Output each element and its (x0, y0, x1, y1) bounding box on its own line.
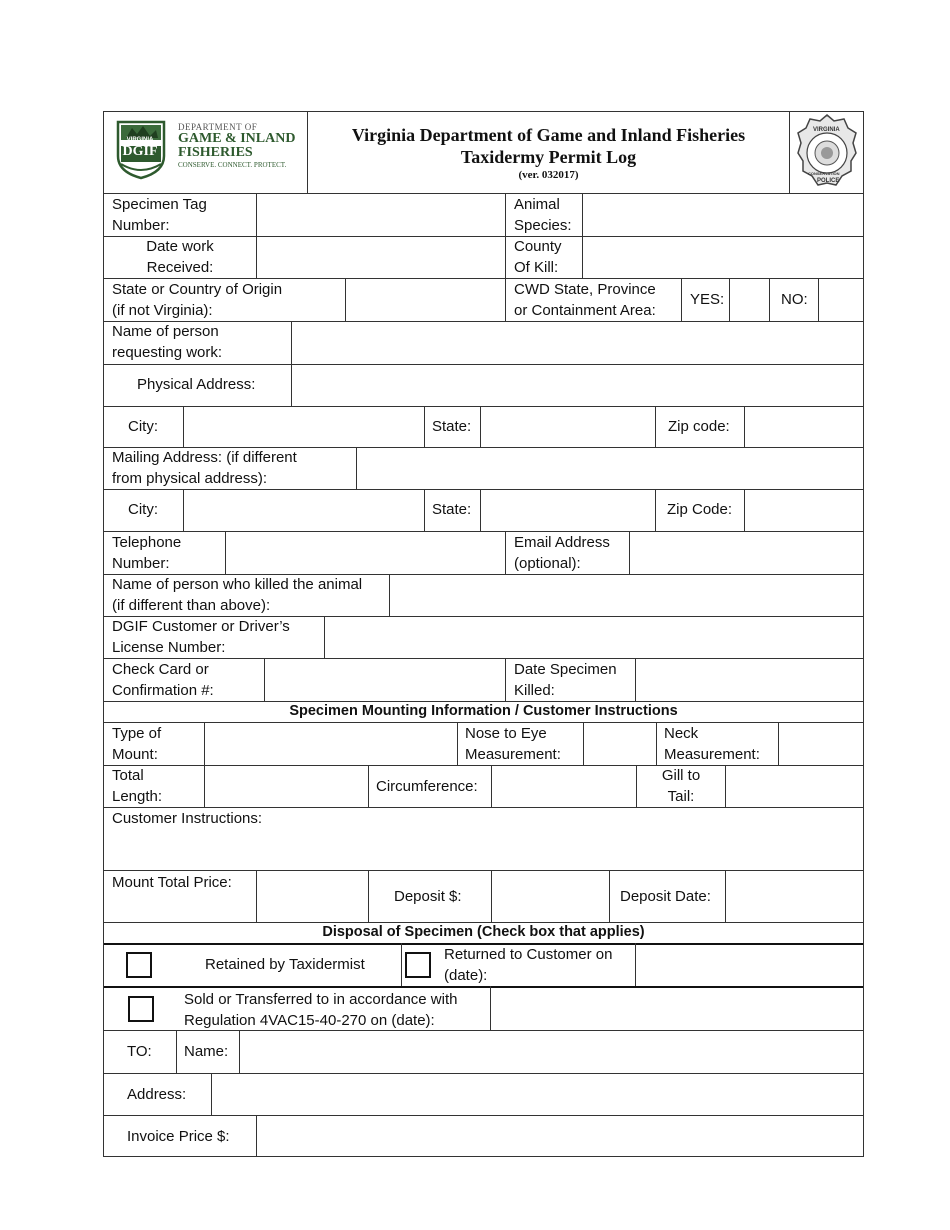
date-work-label-1: Date work (146, 238, 214, 255)
mailing-address-input[interactable] (357, 448, 863, 489)
zip-input-2[interactable] (745, 490, 863, 531)
type-of-mount-label-2: Mount: (112, 746, 158, 763)
state-input-1[interactable] (481, 407, 655, 447)
email-label-1: Email Address (514, 534, 610, 551)
sold-date-input[interactable] (491, 988, 863, 1030)
city-input-1[interactable] (184, 407, 424, 447)
county-input[interactable] (583, 237, 863, 278)
mailing-address-label-2: from physical address): (112, 470, 268, 487)
telephone-input[interactable] (226, 532, 505, 574)
conservation-police-badge (796, 113, 858, 192)
invoice-price-label: Invoice Price $: (127, 1128, 230, 1145)
sold-checkbox[interactable] (128, 996, 154, 1022)
state-label-1: State: (432, 418, 472, 435)
gill-to-tail-label-1: Gill to (661, 767, 701, 784)
telephone-label-2: Number: (112, 555, 170, 572)
logo-line-2: GAME & INLAND (178, 131, 296, 146)
city-label-1: City: (128, 418, 158, 435)
cwd-label-2: or Containment Area: (514, 302, 656, 319)
cwd-yes-label: YES: (690, 291, 725, 308)
type-of-mount-input[interactable] (205, 723, 457, 765)
name-requesting-input[interactable] (292, 322, 863, 364)
telephone-label-1: Telephone (112, 534, 182, 551)
type-of-mount-label-1: Type of (112, 725, 162, 742)
deposit-date-label: Deposit Date: (620, 888, 711, 905)
dgif-customer-input[interactable] (325, 617, 863, 658)
check-card-input[interactable] (265, 659, 505, 701)
customer-instructions-label: Customer Instructions: (112, 810, 263, 827)
cwd-no-label: NO: (781, 291, 808, 308)
invoice-price-input[interactable] (257, 1116, 863, 1156)
deposit-input[interactable] (492, 871, 609, 922)
total-length-label-1: Total (112, 767, 144, 784)
gill-to-tail-label-2: Tail: (667, 788, 695, 805)
name-label: Name: (184, 1043, 229, 1060)
logo-line-3: FISHERIES (178, 145, 253, 160)
date-killed-input[interactable] (636, 659, 863, 701)
total-length-input[interactable] (205, 766, 368, 807)
dgif-logo (110, 114, 300, 190)
mounting-section-heading: Specimen Mounting Information / Customer Instructions (289, 703, 678, 719)
county-label-2: Of Kill: (514, 259, 559, 276)
specimen-tag-label-1: Specimen Tag (112, 196, 207, 213)
specimen-tag-label-2: Number: (112, 217, 170, 234)
animal-species-label-2: Species: (514, 217, 572, 234)
logo-line-1: DEPARTMENT OF (178, 122, 258, 132)
killer-name-label-2: (if different than above): (112, 597, 271, 614)
state-origin-label-2: (if not Virginia): (112, 302, 213, 319)
neck-label-1: Neck (664, 725, 699, 742)
date-killed-label-2: Killed: (514, 682, 555, 699)
cwd-label-1: CWD State, Province (514, 281, 656, 298)
returned-checkbox[interactable] (405, 952, 431, 978)
transfer-name-input[interactable] (240, 1031, 863, 1073)
date-work-input[interactable] (257, 237, 505, 278)
customer-instructions-input[interactable] (105, 830, 863, 870)
animal-species-input[interactable] (583, 194, 863, 235)
zip-input-1[interactable] (745, 407, 863, 447)
deposit-date-input[interactable] (726, 871, 863, 922)
nose-to-eye-input[interactable] (584, 723, 656, 765)
circumference-input[interactable] (492, 766, 636, 807)
name-requesting-label-1: Name of person (112, 323, 219, 340)
retained-label: Retained by Taxidermist (205, 956, 365, 973)
state-origin-label-1: State or Country of Origin (112, 281, 283, 298)
badge-text-middle: CONSERVATION (808, 171, 840, 176)
returned-label-1: Returned to Customer on (444, 946, 613, 963)
email-label-2: (optional): (514, 555, 581, 572)
gill-to-tail-input[interactable] (726, 766, 863, 807)
state-origin-input[interactable] (346, 279, 505, 321)
taxidermy-permit-log-form (103, 111, 864, 1157)
city-input-2[interactable] (184, 490, 424, 531)
physical-address-label: Physical Address: (137, 376, 256, 393)
name-requesting-label-2: requesting work: (112, 344, 223, 361)
state-label-2: State: (432, 501, 472, 518)
badge-top-text: VIRGINIA (126, 137, 154, 143)
neck-label-2: Measurement: (664, 746, 760, 763)
circumference-label: Circumference: (376, 778, 478, 795)
returned-date-input[interactable] (636, 945, 863, 986)
transfer-address-input[interactable] (212, 1074, 863, 1115)
animal-species-label-1: Animal (514, 196, 560, 213)
to-label: TO: (127, 1043, 152, 1060)
mount-total-price-label: Mount Total Price: (112, 874, 232, 891)
dgif-customer-label-2: License Number: (112, 639, 226, 656)
cwd-no-input[interactable] (819, 279, 863, 321)
killer-name-input[interactable] (390, 575, 863, 616)
deposit-label: Deposit $: (394, 888, 462, 905)
mount-total-price-input[interactable] (257, 871, 368, 922)
check-card-label-1: Check Card or (112, 661, 209, 678)
state-input-2[interactable] (481, 490, 655, 531)
badge-text-top: VIRGINIA (813, 127, 840, 133)
dgif-customer-label-1: DGIF Customer or Driver’s (112, 618, 290, 635)
form-title: Virginia Department of Game and Inland Fisheries (351, 125, 746, 145)
returned-label-2: (date): (444, 967, 488, 984)
form-title-block (308, 124, 789, 182)
physical-address-input[interactable] (292, 365, 863, 406)
date-killed-label-1: Date Specimen (514, 661, 617, 678)
address-label: Address: (127, 1086, 187, 1103)
logo-tagline: CONSERVE. CONNECT. PROTECT. (178, 161, 287, 169)
retained-checkbox[interactable] (126, 952, 152, 978)
form-subtitle: Taxidermy Permit Log (460, 147, 637, 167)
county-label-1: County (514, 238, 562, 255)
killer-name-label-1: Name of person who killed the animal (112, 576, 363, 593)
nose-to-eye-label-2: Measurement: (465, 746, 561, 763)
zip-label-1: Zip code: (668, 418, 730, 435)
total-length-label-2: Length: (112, 788, 163, 805)
zip-label-2: Zip Code: (667, 501, 733, 518)
date-work-label-2: Received: (146, 259, 214, 276)
email-input[interactable] (630, 532, 863, 574)
mailing-address-label-1: Mailing Address: (if different (112, 449, 297, 466)
sold-label-1: Sold or Transferred to in accordance with (184, 991, 458, 1008)
specimen-tag-input[interactable] (257, 194, 505, 235)
neck-input[interactable] (779, 723, 863, 765)
cwd-yes-input[interactable] (730, 279, 769, 321)
nose-to-eye-label-1: Nose to Eye (465, 725, 547, 742)
badge-text-bottom: POLICE (817, 178, 840, 184)
badge-main-text: DGIF (122, 144, 158, 159)
city-label-2: City: (128, 501, 158, 518)
disposal-section-heading: Disposal of Specimen (Check box that applies) (322, 924, 645, 940)
form-version: (ver. 032017) (518, 169, 579, 181)
sold-label-2: Regulation 4VAC15-40-270 on (date): (184, 1012, 435, 1029)
check-card-label-2: Confirmation #: (112, 682, 214, 699)
